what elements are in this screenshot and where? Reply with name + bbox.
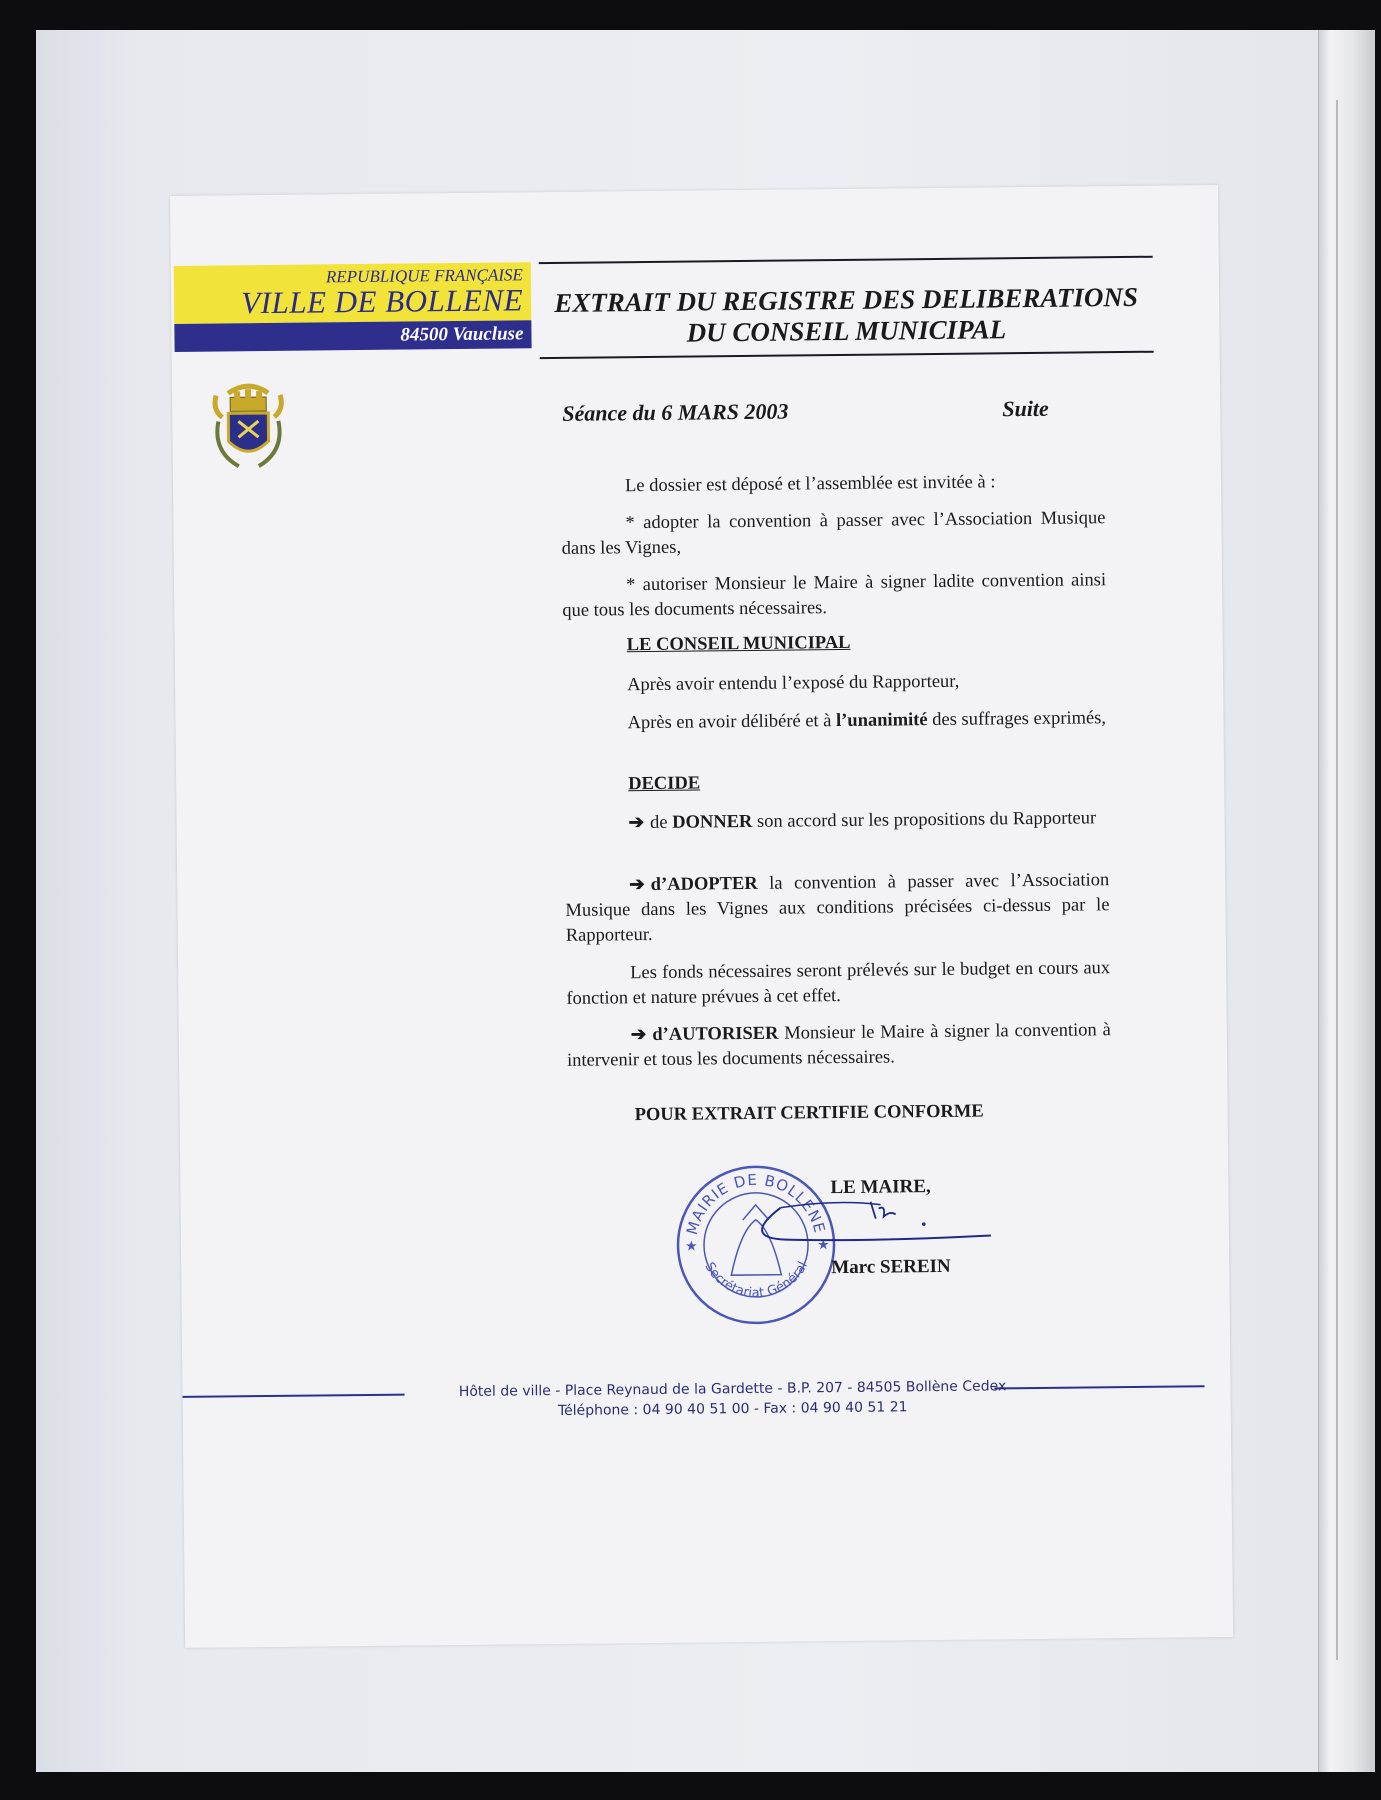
apres-delibere (563, 706, 1107, 737)
letterhead-departement: 84500 Vaucluse (400, 323, 524, 346)
apres-delibere-post: des suffrages exprimés, (927, 708, 1107, 731)
title-top-rule (539, 256, 1153, 264)
decision-autoriser-text: Monsieur le Maire à signer la convention à intervenir et tous les documents nécessaires. (566, 1020, 1111, 1071)
unanimite-text: l’unanimité (835, 710, 928, 732)
coat-of-arms-icon (208, 371, 289, 482)
title-line-2: DU CONSEIL MUNICIPAL (686, 314, 1007, 348)
decide-heading: DECIDE (628, 773, 701, 795)
arrow-icon: ➔ (628, 813, 645, 834)
arrow-icon: ➔ (630, 1025, 647, 1046)
decision-donner (564, 806, 1108, 837)
decision-donner-text: son accord sur les propositions du Rapporteur (752, 808, 1097, 832)
svg-text:★: ★ (684, 1239, 698, 1255)
decision-autoriser (567, 1018, 1111, 1074)
letterhead-republique: REPUBLIQUE FRANÇAISE (325, 265, 523, 287)
decision-adopter-text: la convention à passer avec l’Association Musique dans les Vignes aux conditions précisées ci-dessus par le Rapporteur. (565, 870, 1110, 946)
footer-address (332, 1375, 1132, 1423)
title-bottom-rule (540, 351, 1154, 359)
suite-label: Suite (1002, 395, 1049, 422)
signatory-role: LE MAIRE, (830, 1176, 931, 1199)
apres-expose: Après avoir entendu l’exposé du Rapporteur, (627, 671, 960, 696)
page-edge-line (1336, 100, 1338, 1660)
signatory-name: Marc SEREIN (831, 1255, 951, 1279)
stamp-top-text: MAIRIE DE BOLLENE (682, 1170, 829, 1237)
intro-paragraph: Le dossier est déposé et l’assemblée est invitée à : (624, 472, 996, 497)
conseil-heading: LE CONSEIL MUNICIPAL (626, 632, 851, 656)
stamp-bottom-text: Secrétariat Général (701, 1259, 812, 1301)
decision-autoriser-bold: d’AUTORISER (652, 1023, 779, 1045)
svg-text:★: ★ (816, 1238, 830, 1254)
svg-text:Secrétariat Général (701, 1259, 811, 1302)
certification-line: POUR EXTRAIT CERTIFIE CONFORME (634, 1101, 984, 1126)
handwritten-signature (746, 1195, 997, 1258)
footer-line-2: Téléphone : 04 90 40 51 00 - Fax : 04 90 40 51 21 (557, 1399, 908, 1420)
item-adopter: * adopter la convention à passer avec l’Association Musique dans les Vignes, (561, 508, 1106, 559)
document-title (539, 282, 1154, 350)
seance-date: Séance du 6 MARS 2003 (562, 398, 789, 426)
item-autoriser: * autoriser Monsieur le Maire à signer ladite convention ainsi que tous les documents nécessaires. (562, 570, 1107, 621)
apres-delibere-pre: Après en avoir délibéré et à (627, 711, 837, 734)
title-line-1: EXTRAIT DU REGISTRE DES DELIBERATIONS (554, 281, 1139, 318)
footer-line-1: Hôtel de ville - Place Reynaud de la Gardette - B.P. 207 - 84505 Bollène Cedex (458, 1378, 1007, 1401)
document-sheet (170, 185, 1233, 1648)
decision-donner-pre: de (650, 812, 673, 834)
decision-adopter-bold: d’ADOPTER (650, 873, 758, 896)
page-edge (1318, 30, 1375, 1772)
decision-adopter (565, 868, 1110, 949)
fonds-paragraph: Les fonds nécessaires seront prélevés sur le budget en cours aux fonction et nature prévues à cet effet. (566, 958, 1111, 1009)
arrow-icon: ➔ (629, 875, 645, 896)
decision-donner-bold: DONNER (672, 811, 753, 833)
letterhead-ville: VILLE DE BOLLENE (241, 282, 524, 321)
